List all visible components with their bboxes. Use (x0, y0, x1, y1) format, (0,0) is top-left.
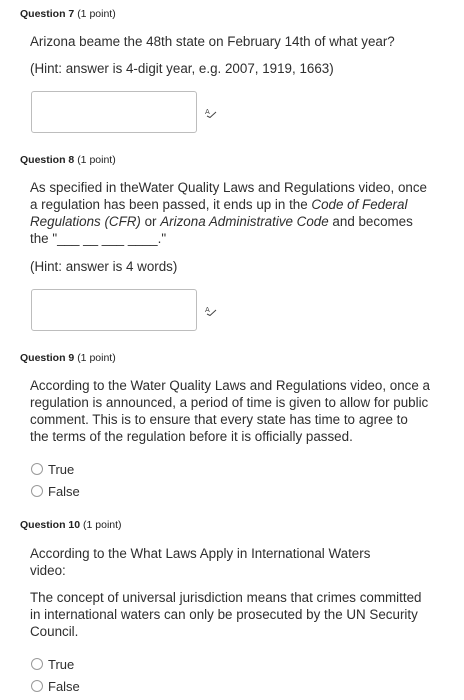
question-8-text-italic2: Arizona Administrative Code (160, 214, 329, 229)
question-8-text-italic1: Code of Federal Regulations (CFR) (30, 197, 408, 229)
question-8-text-part3: and becomes the "___ __ ___ ____." (30, 214, 413, 246)
question-8-answer-input[interactable] (31, 289, 197, 331)
option-label: True (48, 656, 75, 672)
radio-button[interactable] (31, 658, 43, 670)
question-9-header (20, 352, 116, 364)
question-10-text: According to the What Laws Apply in International Waters video: (30, 546, 371, 578)
radio-button[interactable] (31, 463, 43, 475)
question-9-option-false[interactable] (31, 483, 80, 499)
radio-button[interactable] (31, 485, 43, 497)
option-label: False (48, 483, 80, 499)
question-7-text: Arizona beame the 48th state on February 14th of what year? (30, 34, 395, 49)
radio-button[interactable] (31, 680, 43, 692)
question-10-option-false[interactable] (31, 678, 80, 694)
question-10-header (20, 519, 122, 531)
spellcheck-icon[interactable] (205, 304, 217, 316)
option-label: True (48, 461, 75, 477)
question-points: (1 point) (77, 352, 116, 364)
spellcheck-icon[interactable] (205, 106, 217, 118)
svg-text:A: A (205, 108, 210, 116)
question-7-answer-input[interactable] (31, 91, 197, 133)
question-8-hint: (Hint: answer is 4 words) (30, 259, 178, 274)
question-number: Question 8 (20, 154, 75, 166)
question-10-statement: The concept of universal jurisdiction means that crimes committed in international waters can only be prosecuted by the UN Security Council. (30, 590, 422, 639)
question-number: Question 7 (20, 8, 75, 20)
question-8-header (20, 154, 116, 166)
question-8-text-part1: As specified in theWater Quality Laws and Regulations video, once a regulation has been passed, it ends up in the (30, 180, 427, 212)
question-8-text (30, 179, 430, 247)
question-9-option-true[interactable] (31, 461, 74, 477)
question-9-text: According to the Water Quality Laws and Regulations video, once a regulation is announced, a period of time is given to allow for public comment. This is to ensure that every state has time to agree to the terms of the regulation before it is officially passed. (30, 378, 430, 444)
question-7-hint: (Hint: answer is 4-digit year, e.g. 2007, 1919, 1663) (30, 61, 334, 76)
question-10-option-true[interactable] (31, 656, 74, 672)
svg-text:A: A (205, 306, 210, 314)
question-points: (1 point) (77, 8, 116, 20)
question-number: Question 10 (20, 519, 81, 531)
question-points: (1 point) (77, 154, 116, 166)
question-7-header (20, 8, 116, 20)
question-8-text-part2: or (140, 214, 161, 229)
option-label: False (48, 678, 80, 694)
question-number: Question 9 (20, 352, 75, 364)
question-points: (1 point) (83, 519, 122, 531)
